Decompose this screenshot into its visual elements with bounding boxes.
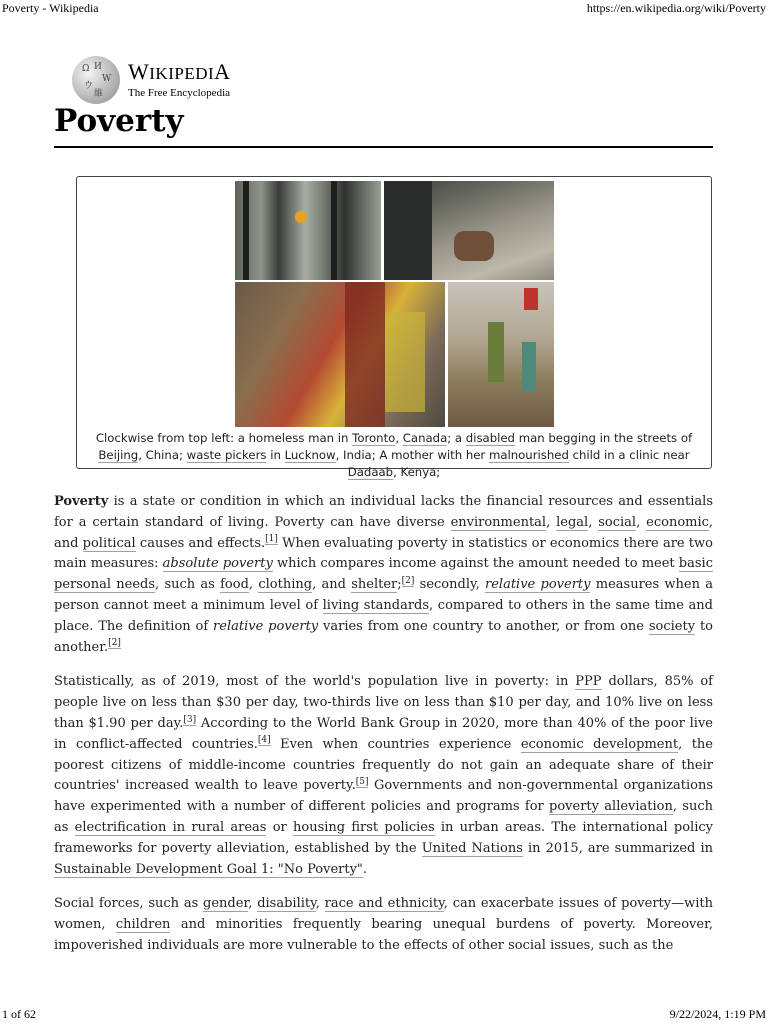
link-united-nations[interactable]: United Nations — [421, 840, 523, 856]
title-divider — [54, 146, 713, 148]
wikipedia-logo[interactable] — [72, 56, 231, 104]
link-shelter[interactable]: shelter — [351, 577, 398, 593]
link-living-standards[interactable]: living standards — [322, 597, 430, 613]
link-social[interactable]: social — [598, 514, 637, 530]
link-basic-personal-needs[interactable]: basic personal needs — [54, 556, 713, 593]
citation-2b[interactable]: [2] — [108, 638, 121, 649]
citation-2[interactable]: [2] — [401, 575, 415, 586]
print-datetime: 9/22/2024, 1:19 PM — [669, 1007, 766, 1021]
link-food[interactable]: food — [220, 577, 249, 593]
photo-waste-pickers-lucknow[interactable] — [448, 282, 554, 427]
citation-4[interactable]: [4] — [257, 735, 271, 746]
link-children[interactable]: children — [115, 917, 171, 933]
link-waste-pickers[interactable]: waste pickers — [186, 448, 267, 462]
link-dadaab[interactable]: Dadaab — [347, 465, 394, 479]
infobox-figure — [76, 176, 712, 479]
citation-3[interactable]: [3] — [183, 714, 197, 725]
link-disabled[interactable]: disabled — [465, 431, 515, 445]
photo-mother-child-dadaab[interactable] — [235, 282, 445, 427]
wikipedia-tagline: The Free Encyclopedia — [128, 87, 231, 99]
link-economic[interactable]: economic — [646, 514, 709, 530]
photo-homeless-man-toronto[interactable] — [235, 181, 381, 280]
link-race-ethnicity[interactable]: race and ethnicity — [324, 896, 444, 912]
link-gender[interactable]: gender — [203, 896, 249, 912]
link-toronto[interactable]: Toronto — [352, 431, 396, 445]
figure-caption: Clockwise from top left: a homeless man in Toronto, Canada; a disabled man begging in the streets of Beijing, China; waste pickers in Lucknow, India; A mother with her malnourished child in a clinic near Dadaab, Kenya; — [95, 431, 693, 479]
link-economic-development[interactable]: economic development — [520, 736, 679, 752]
paragraph-1: Poverty is a state or condition in which an individual lacks the financial resources and essentials for a certain standard of living. Poverty can have diverse environmental, legal, social, economic, and political causes and effects.[1] When evaluating poverty in statistics or economics there are two main measures: absolute poverty which compares income against the amount needed to meet basic personal needs, such as food, clothing, and shelter;[2] secondly, relative poverty measures when a person cannot meet a minimum level of living standards, compared to others in the same time and place. The definition of relative poverty varies from one country to another, or from one society to another.[2] — [54, 494, 714, 655]
link-sdg1[interactable]: Sustainable Development Goal 1: "No Poverty" — [54, 861, 363, 877]
link-disability[interactable]: disability — [257, 896, 316, 912]
print-header — [2, 1, 766, 16]
paragraph-3: Social forces, such as gender, disability, race and ethnicity, can exacerbate issues of poverty—with women, children and minorities frequently bearing unequal burdens of poverty. Moreover, impoverished individuals are more vulnerable to the effects of other social issues, such as the — [54, 896, 713, 953]
wikipedia-wordmark: WIKIPEDIA — [128, 59, 231, 84]
link-beijing[interactable]: Beijing — [98, 448, 139, 462]
link-canada[interactable]: Canada — [402, 431, 448, 445]
link-electrification-rural[interactable]: electrification in rural areas — [74, 819, 267, 835]
link-poverty-alleviation[interactable]: poverty alleviation — [549, 799, 673, 815]
link-legal[interactable]: legal — [556, 514, 589, 530]
globe-icon: Ω И W ウ 維 — [72, 56, 120, 104]
citation-5[interactable]: [5] — [355, 777, 369, 788]
link-ppp[interactable]: PPP — [575, 674, 602, 690]
link-absolute-poverty[interactable]: absolute poverty — [162, 556, 273, 572]
link-society[interactable]: society — [648, 618, 696, 634]
link-housing-first[interactable]: housing first policies — [293, 819, 435, 835]
article-body — [54, 492, 713, 971]
page-url[interactable]: https://en.wikipedia.org/wiki/Poverty — [586, 1, 766, 15]
print-footer — [2, 1007, 766, 1022]
link-environmental[interactable]: environmental — [450, 514, 547, 530]
photo-beggar-beijing[interactable] — [384, 181, 554, 280]
link-relative-poverty[interactable]: relative poverty — [485, 577, 591, 593]
citation-1[interactable]: [1] — [265, 534, 278, 545]
link-political[interactable]: political — [82, 535, 136, 551]
link-malnourished[interactable]: malnourished — [488, 448, 569, 462]
page-title-header: Poverty - Wikipedia — [2, 1, 99, 15]
article-title: Poverty — [54, 103, 184, 139]
paragraph-2: Statistically, as of 2019, most of the world's population live in poverty: in PPP dollars, 85% of people live on less than $30 per day, two-thirds live on less than $10 per day, and 10% live on less than $1.90 per day.[3] According to the World Bank Group in 2020, more than 40% of the poor live in conflict-affected countries.[4] Even when countries experience economic development, the poorest citizens of middle-income countries frequently do not gain an adequate share of their countries' increased wealth to leave poverty.[5] Governments and non-governmental organizations have experimented with a number of different policies and programs for poverty alleviation, such as electrification in rural areas or housing first policies in urban areas. The international policy frameworks for poverty alleviation, established by the United Nations in 2015, are summarized in Sustainable Development Goal 1: "No Poverty". — [54, 674, 714, 877]
page-number: 1 of 62 — [2, 1007, 36, 1021]
link-lucknow[interactable]: Lucknow — [284, 448, 336, 462]
link-clothing[interactable]: clothing — [258, 577, 313, 593]
